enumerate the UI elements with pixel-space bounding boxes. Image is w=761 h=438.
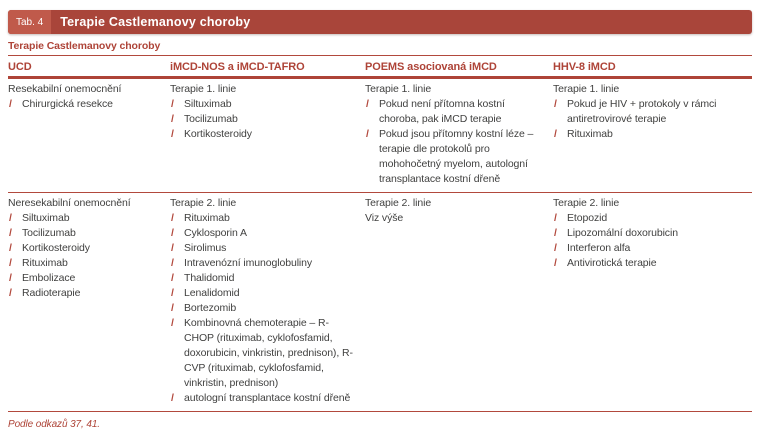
cell-header: Terapie 2. linie	[365, 197, 432, 209]
bullet-slash-icon: /	[554, 227, 557, 239]
treatment-item	[8, 226, 160, 241]
treatment-item	[170, 97, 355, 112]
table-cell	[365, 82, 553, 187]
treatment-list	[170, 211, 355, 406]
bullet-slash-icon: /	[554, 212, 557, 224]
treatment-item-label: Interferon alfa	[567, 242, 631, 254]
treatment-item-label: Rituximab	[567, 128, 613, 140]
treatment-item-label: Antivirotická terapie	[567, 257, 657, 269]
table-cell	[8, 196, 170, 406]
treatment-item	[365, 97, 543, 127]
bullet-slash-icon: /	[9, 257, 12, 269]
bullet-slash-icon: /	[9, 287, 12, 299]
treatment-list	[553, 97, 742, 142]
treatment-item	[170, 256, 355, 271]
treatment-item	[170, 241, 355, 256]
treatment-item	[8, 97, 160, 112]
column-header-hhv8-imcd: HHV-8 iMCD	[553, 61, 616, 73]
cell-header: Terapie 2. linie	[170, 197, 237, 209]
bullet-slash-icon: /	[9, 242, 12, 254]
treatment-item	[8, 256, 160, 271]
treatment-item-label: Pokud není přítomna kostní choroba, pak iMCD terapie	[379, 98, 505, 125]
treatment-item	[170, 286, 355, 301]
bullet-slash-icon: /	[171, 128, 174, 140]
treatment-list	[170, 97, 355, 142]
table-cell	[553, 82, 752, 187]
treatment-item	[553, 97, 742, 127]
table-cell	[553, 196, 752, 406]
treatment-item-label: Siltuximab	[184, 98, 232, 110]
cell-header: Terapie 1. linie	[553, 83, 620, 95]
bullet-slash-icon: /	[171, 98, 174, 110]
bullet-slash-icon: /	[9, 212, 12, 224]
bullet-slash-icon: /	[366, 128, 369, 140]
bullet-slash-icon: /	[171, 287, 174, 299]
treatment-item	[365, 127, 543, 187]
treatment-item	[8, 271, 160, 286]
cell-header: Resekabilní onemocnění	[8, 83, 122, 95]
column-header-imcd-nos-tafro: iMCD-NOS a iMCD-TAFRO	[170, 61, 305, 73]
treatment-item	[8, 241, 160, 256]
bullet-slash-icon: /	[171, 113, 174, 125]
table-cell	[170, 82, 365, 187]
treatment-item-label: Lipozomální doxorubicin	[567, 227, 678, 239]
treatment-item	[170, 127, 355, 142]
table-row	[8, 79, 752, 193]
treatment-item-label: Lenalidomid	[184, 287, 240, 299]
cell-header: Terapie 1. linie	[365, 83, 432, 95]
treatment-item	[553, 127, 742, 142]
treatment-item-label: Radioterapie	[22, 287, 81, 299]
treatment-item	[553, 226, 742, 241]
column-header-poems-imcd: POEMS asociovaná iMCD	[365, 61, 497, 73]
treatment-item-label: Sirolimus	[184, 242, 227, 254]
column-header-ucd: UCD	[8, 61, 32, 73]
treatment-item-label: Pokud jsou přítomny kostní léze – terapie dle protokolů pro mohohočetný myelom, autologní transplantace kostní dřeně	[379, 128, 534, 185]
treatment-list	[553, 211, 742, 271]
treatment-item-label: autologní transplantace kostní dřeně	[184, 392, 351, 404]
cell-header: Terapie 2. linie	[553, 197, 620, 209]
treatment-item-label: Intravenózní imunoglobuliny	[184, 257, 313, 269]
treatment-list	[8, 97, 160, 112]
treatment-item	[553, 256, 742, 271]
table-subtitle: Terapie Castlemanovy choroby	[8, 34, 752, 56]
treatment-item-label: Kortikosteroidy	[22, 242, 90, 254]
treatment-item	[8, 211, 160, 226]
treatment-item-label: Rituximab	[184, 212, 230, 224]
treatment-item-label: Cyklosporin A	[184, 227, 247, 239]
bullet-slash-icon: /	[9, 98, 12, 110]
treatment-item	[170, 316, 355, 391]
cell-header: Neresekabilní onemocnění	[8, 197, 131, 209]
treatment-item-label: Thalidomid	[184, 272, 235, 284]
treatment-item	[170, 211, 355, 226]
treatment-item	[170, 112, 355, 127]
treatment-item	[8, 286, 160, 301]
table-cell	[8, 82, 170, 187]
table-title: Terapie Castlemanovy choroby	[60, 15, 251, 29]
treatment-item	[170, 226, 355, 241]
bullet-slash-icon: /	[171, 212, 174, 224]
bullet-slash-icon: /	[171, 317, 174, 329]
bullet-slash-icon: /	[171, 272, 174, 284]
bullet-slash-icon: /	[171, 242, 174, 254]
bullet-slash-icon: /	[171, 302, 174, 314]
bullet-slash-icon: /	[171, 257, 174, 269]
treatment-item-label: Rituximab	[22, 257, 68, 269]
column-header-row	[8, 56, 752, 79]
table-cell	[365, 196, 553, 406]
treatment-item-label: Etopozid	[567, 212, 608, 224]
treatment-list	[365, 97, 543, 187]
bullet-slash-icon: /	[171, 392, 174, 404]
table-number-badge: Tab. 4	[8, 10, 51, 34]
treatment-item-label: Chirurgická resekce	[22, 98, 113, 110]
bullet-slash-icon: /	[554, 242, 557, 254]
table-row	[8, 193, 752, 412]
treatment-item	[553, 241, 742, 256]
treatment-item-label: Kombinovná chemoterapie – R-CHOP (rituximab, cyklofosfamid, doxorubicin, vinkristin, prednison), R-CVP (rituximab, cyklofosfamid, vinkristin, prednison)	[184, 317, 353, 389]
bullet-slash-icon: /	[9, 272, 12, 284]
treatment-item	[553, 211, 742, 226]
bullet-slash-icon: /	[554, 128, 557, 140]
footnote: Podle odkazů 37, 41.	[8, 419, 100, 430]
treatment-item-label: Tocilizumab	[22, 227, 76, 239]
treatment-item-label: Kortikosteroidy	[184, 128, 252, 140]
treatment-item-label: Bortezomib	[184, 302, 237, 314]
treatment-item	[170, 271, 355, 286]
treatment-item-label: Siltuximab	[22, 212, 70, 224]
cell-header: Terapie 1. linie	[170, 83, 237, 95]
treatment-item	[170, 301, 355, 316]
treatment-item-label: Embolizace	[22, 272, 76, 284]
table-title-bar	[8, 10, 752, 34]
bullet-slash-icon: /	[366, 98, 369, 110]
table-cell	[170, 196, 365, 406]
treatment-list	[8, 211, 160, 301]
cell-note: Viz výše	[365, 212, 404, 224]
treatment-item-label: Tocilizumab	[184, 113, 238, 125]
bullet-slash-icon: /	[554, 257, 557, 269]
treatment-item	[170, 391, 355, 406]
treatment-item-label: Pokud je HIV + protokoly v rámci antiretrovirové terapie	[567, 98, 717, 125]
bullet-slash-icon: /	[171, 227, 174, 239]
bullet-slash-icon: /	[9, 227, 12, 239]
bullet-slash-icon: /	[554, 98, 557, 110]
